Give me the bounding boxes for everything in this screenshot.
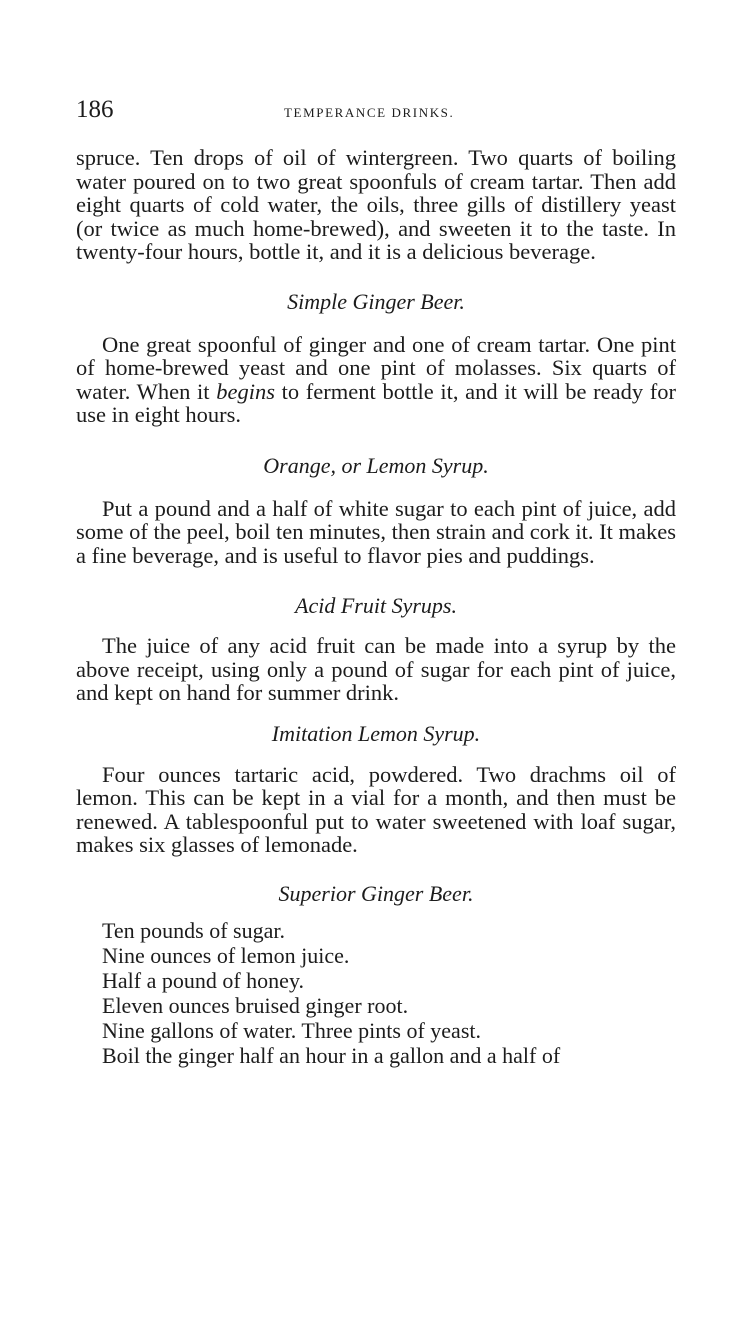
ingredient-line: Nine gallons of water. Three pints of yeast. (102, 1017, 481, 1043)
book-page (76, 96, 676, 1068)
recipe-superior-ginger-beer (76, 882, 676, 1068)
recipe-imitation-lemon-syrup (76, 722, 676, 857)
recipe-text: One great spoonful of ginger and one of cream tartar. One pint of home-brewed yeast and one pint of molasses. Six quarts of water. When it begins to ferment bottle it, and it will be ready for use in eight hours. (76, 331, 676, 427)
recipe-title: Imitation Lemon Syrup. (271, 720, 481, 746)
running-head: TEMPERANCE DRINKS. (284, 105, 455, 120)
ingredient-line: Ten pounds of sugar. (102, 917, 285, 943)
recipe-text: Put a pound and a half of white sugar to each pint of juice, add some of the peel, boil ten minutes, then strain and cork it. It makes a fine beverage, and is useful to flavor pies and puddings. (76, 495, 676, 568)
intro-paragraph (76, 146, 676, 264)
recipe-text: The juice of any acid fruit can be made into a syrup by the above receipt, using only a pound of sugar for each pint of juice, and kept on hand for summer drink. (76, 633, 676, 705)
emphasized-word: begins (216, 378, 275, 404)
recipe-title: Orange, or Lemon Syrup. (263, 452, 489, 478)
recipe-text: Four ounces tartaric acid, powdered. Two drachms oil of lemon. This can be kept in a vial for a month, and then must be renewed. A tablespoonful put to water sweetened with loaf sugar, makes six glasses of lemonade. (76, 761, 676, 857)
recipe-title: Simple Ginger Beer. (287, 288, 465, 314)
page-header (76, 96, 676, 136)
page-number: 186 (76, 96, 114, 123)
recipe-orange-syrup (76, 454, 676, 568)
ingredient-list (76, 918, 676, 1068)
recipe-title: Acid Fruit Syrups. (295, 593, 457, 618)
instruction-line: Boil the ginger half an hour in a gallon and a half of (102, 1042, 561, 1068)
recipe-simple-ginger-beer (76, 290, 676, 427)
ingredient-line: Eleven ounces bruised ginger root. (102, 992, 409, 1018)
ingredient-line: Half a pound of honey. (102, 967, 305, 993)
ingredient-line: Nine ounces of lemon juice. (102, 942, 350, 968)
recipe-title: Superior Ginger Beer. (278, 880, 474, 906)
intro-text: spruce. Ten drops of oil of wintergreen. Two quarts of boiling water poured on to two great spoonfuls of cream tartar. Then add eight quarts of cold water, the oils, three gills of distillery yeast (or twice as much home-brewed), and sweeten it to the taste. In twenty-four hours, bottle it, and it is a delicious beverage. (76, 145, 676, 264)
recipe-acid-fruit-syrups (76, 594, 676, 705)
